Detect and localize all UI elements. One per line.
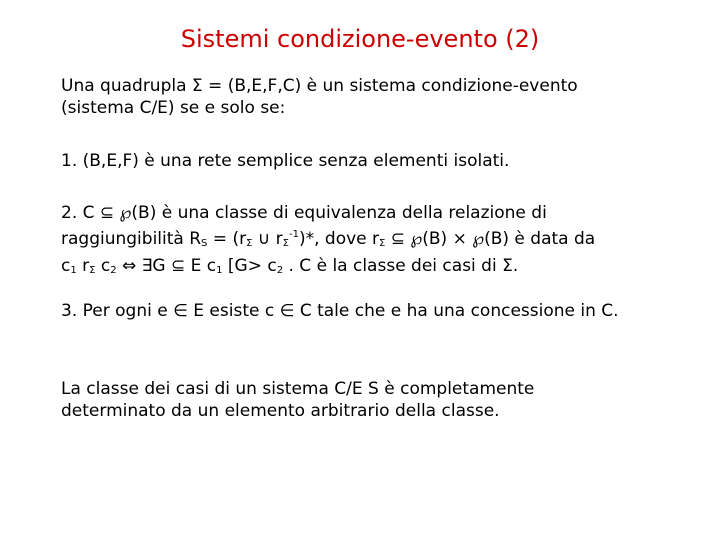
item-2-text: c [95, 256, 111, 276]
item-2-line-3 [61, 255, 595, 282]
item-2-subscript: 2 [276, 265, 284, 276]
conclusion-paragraph [61, 378, 534, 422]
item-2-text: ⊆ ℘(B) × ℘(B) è data da [385, 229, 596, 249]
item-2-text: [G> c [222, 256, 277, 276]
item-2-subscript: Σ [282, 238, 289, 249]
item-2 [61, 202, 595, 282]
item-2-subscript: S [201, 238, 208, 249]
item-2-text: = (r [207, 229, 247, 249]
item-3: 3. Per ogni e ∈ E esiste c ∈ C tale che e ha una concessione in C. [61, 301, 619, 321]
item-2-subscript: 2 [110, 265, 117, 276]
intro-line-2: (sistema C/E) se e solo se: [61, 98, 286, 118]
item-2-text: . C è la classe dei casi di Σ. [283, 256, 519, 276]
item-2-text: ⇔ ∃G ⊆ E c [116, 256, 217, 276]
item-2-subscript: Σ [379, 238, 386, 249]
item-2-subscript: 1 [70, 265, 77, 276]
item-2-text: raggiungibilità R [61, 229, 202, 249]
item-2-text: c [61, 256, 71, 276]
conclusion-line-2: determinato da un elemento arbitrario della classe. [61, 401, 500, 421]
item-2-text: ∪ r [252, 229, 283, 249]
item-2-superscript: -1 [289, 229, 299, 240]
intro-line-1: Una quadrupla Σ = (B,E,F,C) è un sistema condizione-evento [61, 76, 578, 96]
item-2-subscript: 1 [216, 265, 223, 276]
item-2-line-2 [61, 224, 595, 255]
intro-paragraph [61, 75, 578, 119]
item-2-line-1: 2. C ⊆ ℘(B) è una classe di equivalenza della relazione di [61, 203, 547, 223]
slide-title: Sistemi condizione-evento (2) [180, 25, 540, 53]
item-2-subscript: Σ [89, 265, 96, 276]
item-1: 1. (B,E,F) è una rete semplice senza elementi isolati. [61, 151, 510, 171]
item-2-text: r [76, 256, 90, 276]
item-2-subscript: Σ [246, 238, 253, 249]
conclusion-line-1: La classe dei casi di un sistema C/E S è completamente [61, 379, 535, 399]
item-2-text: )*, dove r [298, 229, 380, 249]
